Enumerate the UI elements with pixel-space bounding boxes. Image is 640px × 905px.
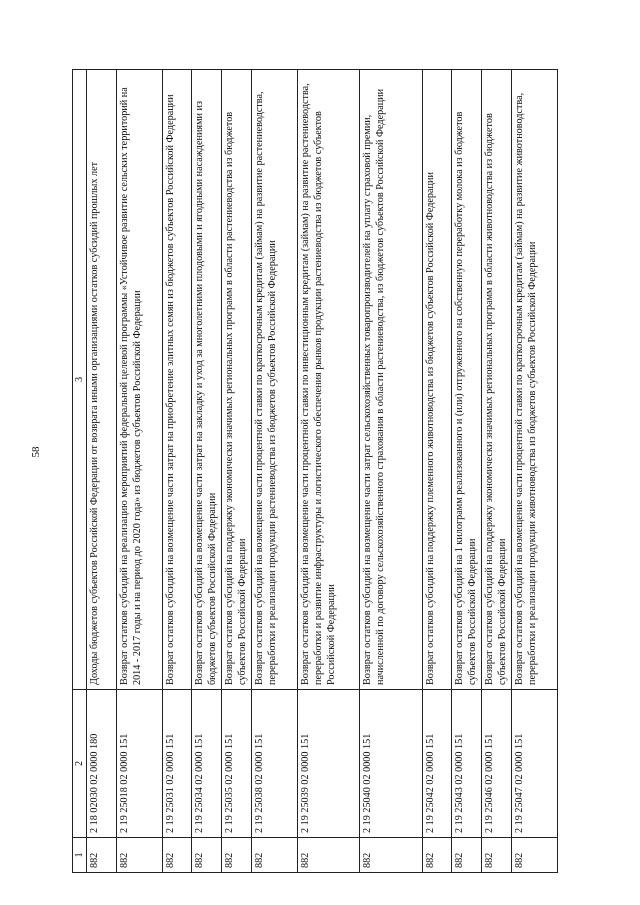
budget-classification-table [72,69,558,873]
row-admin-code: 882 [192,838,222,873]
row-budget-code: 2 19 25018 02 0000 151 [116,690,162,838]
column-header-code: 2 [73,690,87,838]
table-row [422,70,452,873]
row-income-name: Возврат остатков субсидий на 1 килограмм реализованного и (или) отгруженного на собственную переработку молока из бюджетов субъектов Российской Федерации [452,70,482,690]
row-admin-code: 882 [116,838,162,873]
table-header-row [73,70,87,873]
row-income-name: Возврат остатков субсидий на возмещение части процентной ставки по инвестиционным кредитам (займам) на развитие растениеводства, переработки и развитие инфраструктуры и логистического обеспечения рынков продукции растениеводства из бюджетов субъектов Российской Федерации [297,70,359,690]
table-row [511,70,557,873]
row-admin-code: 882 [422,838,452,873]
row-income-name: Возврат остатков субсидий на возмещение части процентной ставки по краткосрочным кредитам (займам) на развитие животноводства, переработки и реализации продукции животноводства из бюджетов субъектов Российской Федерации [511,70,557,690]
row-budget-code: 2 19 25043 02 0000 151 [452,690,482,838]
row-budget-code: 2 19 25034 02 0000 151 [192,690,222,838]
row-budget-code: 2 19 25042 02 0000 151 [422,690,452,838]
row-admin-code: 882 [87,838,117,873]
row-income-name: Возврат остатков субсидий на поддержку племенного животноводства из бюджетов субъектов Российской Федерации [422,70,452,690]
row-budget-code: 2 19 25038 02 0000 151 [251,690,297,838]
row-budget-code: 2 19 25035 02 0000 151 [222,690,252,838]
row-income-name: Возврат остатков субсидий на реализацию мероприятий федеральной целевой программы «Устойчивое развитие сельских территорий на 2014 - 2017 годы и на период до 2020 года» из бюджетов субъектов Российской Федерации [116,70,162,690]
row-income-name: Возврат остатков субсидий на возмещение части процентной ставки по краткосрочным кредитам (займам) на развитие растениеводства, переработки и реализации продукции растениеводства из бюджетов субъектов Российской Федерации [251,70,297,690]
row-admin-code: 882 [482,838,512,873]
row-budget-code: 2 19 25031 02 0000 151 [162,690,192,838]
table-row [222,70,252,873]
table-row [297,70,359,873]
row-admin-code: 882 [297,838,359,873]
row-admin-code: 882 [360,838,422,873]
row-budget-code: 2 19 25046 02 0000 151 [482,690,512,838]
row-income-name: Возврат остатков субсидий на поддержку экономически значимых региональных программ в области растениеводства из бюджетов субъектов Российской Федерации [222,70,252,690]
row-income-name: Возврат остатков субсидий на возмещение части затрат на приобретение элитных семян из бюджетов субъектов Российской Федерации [162,70,192,690]
row-income-name: Возврат остатков субсидий на возмещение части затрат сельскохозяйственных товаропроизводителей на уплату страховой премии, начисленной по договору сельскохозяйственного страхования в области растениеводства, из бюджетов субъектов Российской Федерации [360,70,422,690]
row-budget-code: 2 18 02030 02 0000 180 [87,690,117,838]
table-row [116,70,162,873]
row-income-name: Доходы бюджетов субъектов Российской Федерации от возврата иными организациями остатков субсидий прошлых лет [87,70,117,690]
rotated-table-container [72,70,558,873]
row-admin-code: 882 [452,838,482,873]
row-admin-code: 882 [222,838,252,873]
row-admin-code: 882 [251,838,297,873]
row-income-name: Возврат остатков субсидий на поддержку экономически значимых региональных программ в области животноводства из бюджетов субъектов Российской Федерации [482,70,512,690]
table-row [192,70,222,873]
table-body [87,70,558,873]
page-number: 58 [30,446,42,458]
table-row [251,70,297,873]
table-row [162,70,192,873]
column-header-name: 3 [73,70,87,690]
row-admin-code: 882 [162,838,192,873]
row-income-name: Возврат остатков субсидий на возмещение части затрат на закладку и уход за многолетними плодовыми и ягодными насаждениями из бюджетов субъектов Российской Федерации [192,70,222,690]
row-budget-code: 2 19 25039 02 0000 151 [297,690,359,838]
row-admin-code: 882 [511,838,557,873]
row-budget-code: 2 19 25047 02 0000 151 [511,690,557,838]
table-row [360,70,422,873]
table-row [87,70,117,873]
row-budget-code: 2 19 25040 02 0000 151 [360,690,422,838]
column-header-admin: 1 [73,838,87,873]
table-row [482,70,512,873]
table-row [452,70,482,873]
